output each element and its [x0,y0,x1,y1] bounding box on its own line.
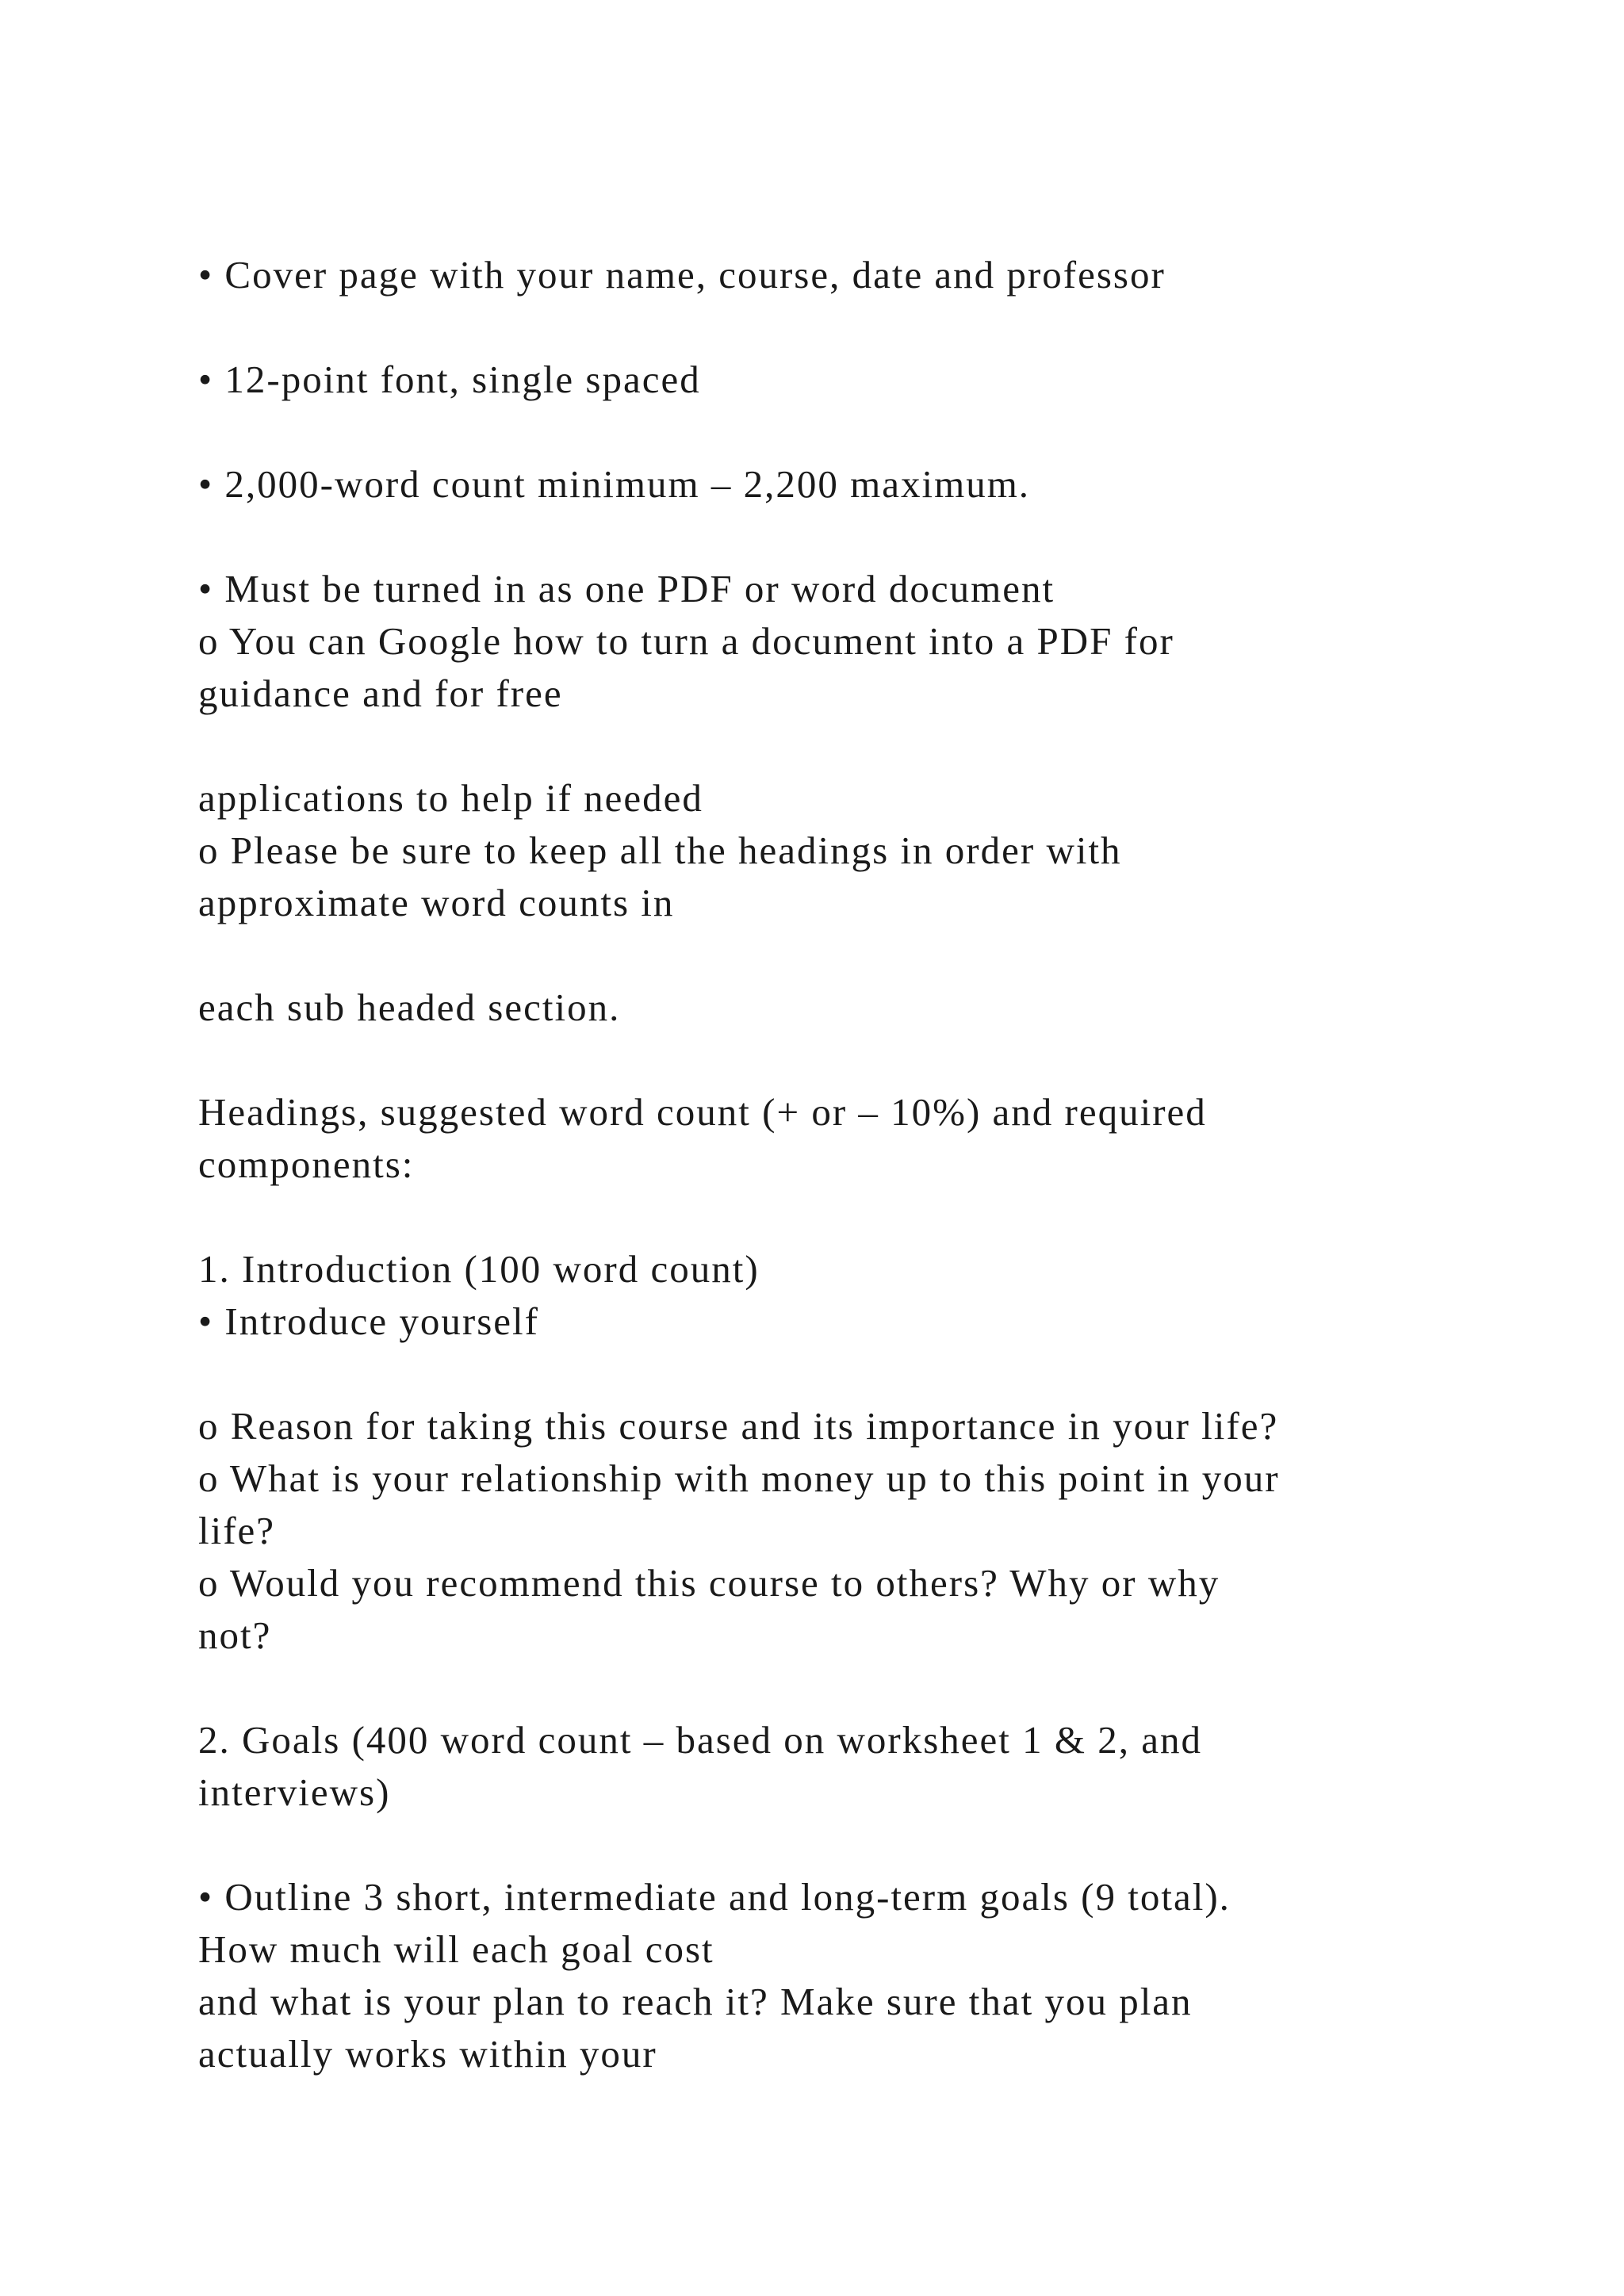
blank-line [198,301,1507,354]
sub-bullet-recommend-cont: not? [198,1613,272,1657]
blank-line [198,1034,1507,1086]
bullet-font-spacing: • 12-point font, single spaced [198,358,701,401]
blank-line [198,1662,1507,1714]
bullet-outline-goals-cont-3: actually works within your [198,2032,657,2076]
document-page [198,249,1507,2080]
section-heading-goals: 2. Goals (400 word count – based on worksheet 1 & 2, and [198,1718,1203,1762]
section-heading-goals-cont: interviews) [198,1770,391,1814]
sub-bullet-pdf-guidance-cont: guidance and for free [198,672,563,715]
bullet-file-format: • Must be turned in as one PDF or word document [198,567,1055,610]
blank-line [198,1819,1507,1871]
bullet-introduce-yourself: • Introduce yourself [198,1299,539,1343]
sub-bullet-money-relationship-cont: life? [198,1509,276,1552]
sub-bullet-headings-order: o Please be sure to keep all the headings in order with [198,828,1122,872]
sub-bullet-pdf-guidance: o You can Google how to turn a document into a PDF for [198,619,1174,663]
bullet-outline-goals-cont-2: and what is your plan to reach it? Make sure that you plan [198,1980,1193,2023]
blank-line [198,1191,1507,1243]
sub-bullet-money-relationship: o What is your relationship with money up to this point in your [198,1456,1280,1500]
blank-line [198,1348,1507,1400]
bullet-outline-goals: • Outline 3 short, intermediate and long-term goals (9 total). [198,1875,1231,1919]
text-applications: applications to help if needed [198,776,703,820]
headings-intro: Headings, suggested word count (+ or – 10%) and required [198,1090,1207,1134]
bullet-cover-page: • Cover page with your name, course, date and professor [198,253,1166,297]
headings-intro-cont: components: [198,1142,415,1186]
sub-bullet-recommend: o Would you recommend this course to others? Why or why [198,1561,1220,1605]
blank-line [198,511,1507,563]
section-heading-introduction: 1. Introduction (100 word count) [198,1247,760,1291]
blank-line [198,406,1507,458]
text-each-section: each sub headed section. [198,985,621,1029]
blank-line [198,929,1507,982]
sub-bullet-headings-order-cont: approximate word counts in [198,881,675,924]
sub-bullet-reason: o Reason for taking this course and its importance in your life? [198,1404,1279,1448]
bullet-outline-goals-cont-1: How much will each goal cost [198,1927,714,1971]
blank-line [198,720,1507,772]
bullet-word-count: • 2,000-word count minimum – 2,200 maximum. [198,462,1031,506]
